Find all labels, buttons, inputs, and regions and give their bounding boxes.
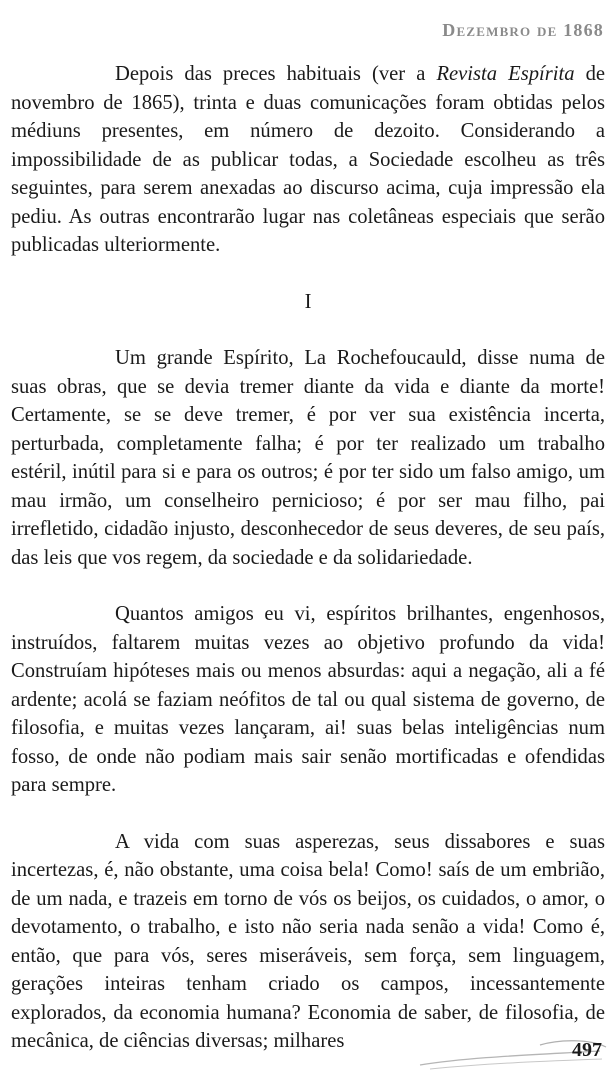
- page-number: 497: [572, 1039, 602, 1061]
- running-header: Dezembro de 1868: [442, 20, 604, 40]
- page-body: [11, 60, 605, 1056]
- body-paragraph-1: Um grande Espírito, La Rochefoucauld, disse numa de suas obras, que se devia tremer diante da vida e diante da morte! Certamente, se se deve tremer, é por ver sua existência incerta, perturbada, completamente falha; é por ter realizado um trabalho estéril, inútil para si e para os outros; é por ter sido um falso amigo, um mau irmão, um conselheiro pernicioso; é por ser mau filho, pai irrefletido, cidadão injusto, desconhecedor de seus deveres, de seu país, das leis que vos regem, da sociedade e da solidariedade.: [11, 347, 605, 569]
- intro-paragraph: [11, 60, 605, 260]
- section-numeral: I: [304, 290, 312, 313]
- intro-text-after: de novembro de 1865), trinta e duas comunicações foram obtidas pelos médiuns presentes, em número de dezoito. Considerando a impossibilidade de as publicar todas, a Sociedade escolheu as três seguintes, para serem anexadas ao discurso acima, cuja impressão ela pediu. As outras encontrarão lugar nas coletâneas especiais que serão publicadas ulteriormente.: [11, 63, 606, 256]
- page-footer: [410, 1035, 610, 1075]
- journal-title-italic: Revista Espírita: [436, 63, 575, 85]
- body-paragraph-2: Quantos amigos eu vi, espíritos brilhantes, engenhosos, instruídos, faltarem muitas vezes ao objetivo profundo da vida! Construíam hipóteses mais ou menos absurdas: aqui a negação, ali a fé ardente; acolá se faziam neófitos de tal ou qual sistema de governo, de filosofia, e muitas vezes lançaram, ai! suas belas inteligências num fosso, de onde não podiam mais sair senão mortificadas e ofendidas para sempre.: [11, 603, 605, 796]
- body-paragraph-3: A vida com suas asperezas, seus dissabores e suas incertezas, é, não obstante, uma coisa bela! Como! saís de um embrião, de um nada, e trazeis em torno de vós os beijos, os cuidados, o amor, o devotamento, o trabalho, e isto não seria nada senão a vida! Como é, então, que para vós, seres miseráveis, sem força, sem linguagem, gerações inteiras tenham criado os campos, incessantemente explorados, da economia humana? Economia de saber, de filosofia, de mecânica, de ciências diversas; milhares: [11, 830, 605, 1052]
- intro-text-before: Depois das preces habituais (ver a: [115, 63, 437, 85]
